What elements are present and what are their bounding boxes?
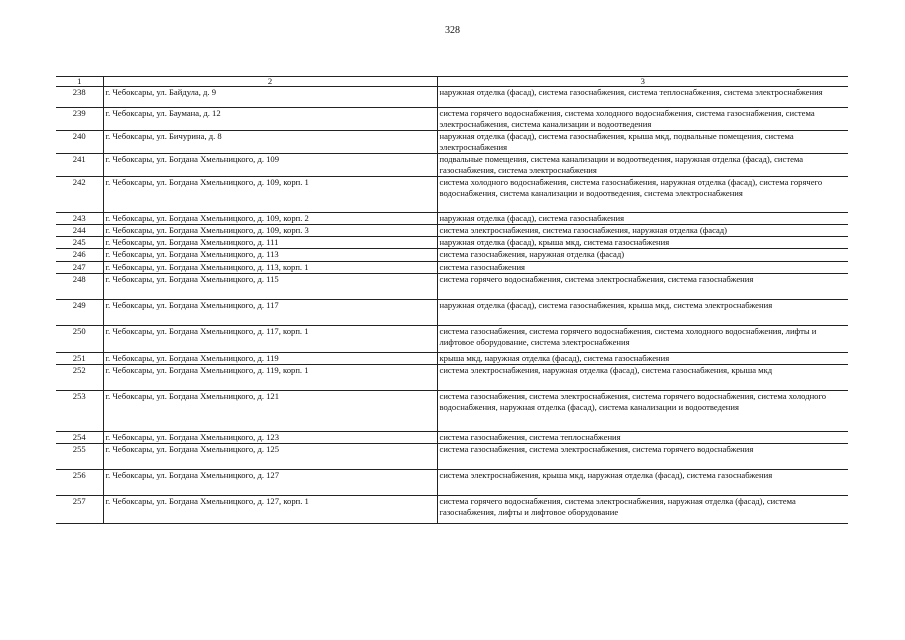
table-row — [56, 177, 848, 213]
table-header — [56, 77, 848, 87]
page-number: 328 — [445, 25, 460, 36]
row-works: система газоснабжения, система электроснабжения, система горячего водоснабжения — [437, 444, 848, 470]
table-row — [56, 213, 848, 225]
row-number: 248 — [56, 274, 103, 300]
row-number: 244 — [56, 225, 103, 237]
row-address: г. Чебоксары, ул. Бичурина, д. 8 — [103, 131, 437, 154]
row-number: 241 — [56, 154, 103, 177]
row-works: система газоснабжения, система электроснабжения, система горячего водоснабжения, система холодного водоснабжения, наружная отделка (фасад), система канализации и водоотведения — [437, 391, 848, 432]
row-works: система электроснабжения, наружная отделка (фасад), система газоснабжения, крыша мкд — [437, 365, 848, 391]
row-number: 257 — [56, 496, 103, 524]
table-row — [56, 225, 848, 237]
row-address: г. Чебоксары, ул. Богдана Хмельницкого, д. 113 — [103, 249, 437, 262]
table-body — [56, 87, 848, 524]
row-number: 250 — [56, 326, 103, 353]
header-col-2: 2 — [103, 77, 437, 87]
table-row — [56, 131, 848, 154]
row-address: г. Чебоксары, ул. Богдана Хмельницкого, д. 111 — [103, 237, 437, 249]
table-row — [56, 432, 848, 444]
row-number: 251 — [56, 353, 103, 365]
row-works: система горячего водоснабжения, система холодного водоснабжения, система газоснабжения, система электроснабжения, система канализации и водоотведения — [437, 108, 848, 131]
row-works: подвальные помещения, система канализации и водоотведения, наружная отделка (фасад), система газоснабжения, система электроснабжения — [437, 154, 848, 177]
row-address: г. Чебоксары, ул. Богдана Хмельницкого, д. 127 — [103, 470, 437, 496]
row-address: г. Чебоксары, ул. Богдана Хмельницкого, д. 109, корп. 3 — [103, 225, 437, 237]
row-works: система горячего водоснабжения, система электроснабжения, система газоснабжения — [437, 274, 848, 300]
row-address: г. Чебоксары, ул. Богдана Хмельницкого, д. 115 — [103, 274, 437, 300]
table-row — [56, 470, 848, 496]
row-number: 238 — [56, 87, 103, 108]
header-col-3: 3 — [437, 77, 848, 87]
row-number: 255 — [56, 444, 103, 470]
row-number: 246 — [56, 249, 103, 262]
row-address: г. Чебоксары, ул. Богдана Хмельницкого, д. 109, корп. 2 — [103, 213, 437, 225]
row-number: 253 — [56, 391, 103, 432]
row-works: система газоснабжения, наружная отделка (фасад) — [437, 249, 848, 262]
row-works: система газоснабжения — [437, 262, 848, 274]
table-row — [56, 300, 848, 326]
table-row — [56, 108, 848, 131]
row-address: г. Чебоксары, ул. Богдана Хмельницкого, д. 123 — [103, 432, 437, 444]
table-row — [56, 262, 848, 274]
row-address: г. Чебоксары, ул. Богдана Хмельницкого, д. 117 — [103, 300, 437, 326]
row-address: г. Чебоксары, ул. Богдана Хмельницкого, д. 113, корп. 1 — [103, 262, 437, 274]
row-works: система горячего водоснабжения, система электроснабжения, наружная отделка (фасад), система газоснабжения, лифты и лифтовое оборудование — [437, 496, 848, 524]
row-address: г. Чебоксары, ул. Богдана Хмельницкого, д. 119 — [103, 353, 437, 365]
row-address: г. Чебоксары, ул. Богдана Хмельницкого, д. 117, корп. 1 — [103, 326, 437, 353]
row-number: 254 — [56, 432, 103, 444]
row-works: система холодного водоснабжения, система газоснабжения, наружная отделка (фасад), система горячего водоснабжения, система канализации и водоотведения, система электроснабжения — [437, 177, 848, 213]
row-number: 239 — [56, 108, 103, 131]
table-row — [56, 87, 848, 108]
row-works: система газоснабжения, система горячего водоснабжения, система холодного водоснабжения, лифты и лифтовое оборудование, система электроснабжения — [437, 326, 848, 353]
row-number: 256 — [56, 470, 103, 496]
row-works: система электроснабжения, система газоснабжения, наружная отделка (фасад) — [437, 225, 848, 237]
row-works: система газоснабжения, система теплоснабжения — [437, 432, 848, 444]
row-number: 240 — [56, 131, 103, 154]
row-works: наружная отделка (фасад), система газоснабжения, крыша мкд, система электроснабжения — [437, 300, 848, 326]
table-row — [56, 154, 848, 177]
table-row — [56, 274, 848, 300]
row-works: наружная отделка (фасад), система газоснабжения, система теплоснабжения, система электроснабжения — [437, 87, 848, 108]
table-row — [56, 237, 848, 249]
row-address: г. Чебоксары, ул. Богдана Хмельницкого, д. 125 — [103, 444, 437, 470]
row-address: г. Чебоксары, ул. Богдана Хмельницкого, д. 119, корп. 1 — [103, 365, 437, 391]
row-address: г. Чебоксары, ул. Богдана Хмельницкого, д. 127, корп. 1 — [103, 496, 437, 524]
table-row — [56, 249, 848, 262]
row-works: наружная отделка (фасад), система газоснабжения, крыша мкд, подвальные помещения, система электроснабжения — [437, 131, 848, 154]
row-number: 245 — [56, 237, 103, 249]
table-row — [56, 496, 848, 524]
table-row — [56, 326, 848, 353]
row-works: крыша мкд, наружная отделка (фасад), система газоснабжения — [437, 353, 848, 365]
row-number: 243 — [56, 213, 103, 225]
row-number: 252 — [56, 365, 103, 391]
header-row — [56, 77, 848, 87]
header-col-1: 1 — [56, 77, 103, 87]
row-number: 242 — [56, 177, 103, 213]
table-row — [56, 444, 848, 470]
row-works: система электроснабжения, крыша мкд, наружная отделка (фасад), система газоснабжения — [437, 470, 848, 496]
row-address: г. Чебоксары, ул. Байдула, д. 9 — [103, 87, 437, 108]
row-address: г. Чебоксары, ул. Богдана Хмельницкого, д. 109, корп. 1 — [103, 177, 437, 213]
row-works: наружная отделка (фасад), крыша мкд, система газоснабжения — [437, 237, 848, 249]
register-table — [56, 76, 848, 524]
row-number: 247 — [56, 262, 103, 274]
row-address: г. Чебоксары, ул. Баумана, д. 12 — [103, 108, 437, 131]
row-address: г. Чебоксары, ул. Богдана Хмельницкого, д. 121 — [103, 391, 437, 432]
row-address: г. Чебоксары, ул. Богдана Хмельницкого, д. 109 — [103, 154, 437, 177]
table-row — [56, 353, 848, 365]
row-works: наружная отделка (фасад), система газоснабжения — [437, 213, 848, 225]
table-row — [56, 391, 848, 432]
table-row — [56, 365, 848, 391]
row-number: 249 — [56, 300, 103, 326]
